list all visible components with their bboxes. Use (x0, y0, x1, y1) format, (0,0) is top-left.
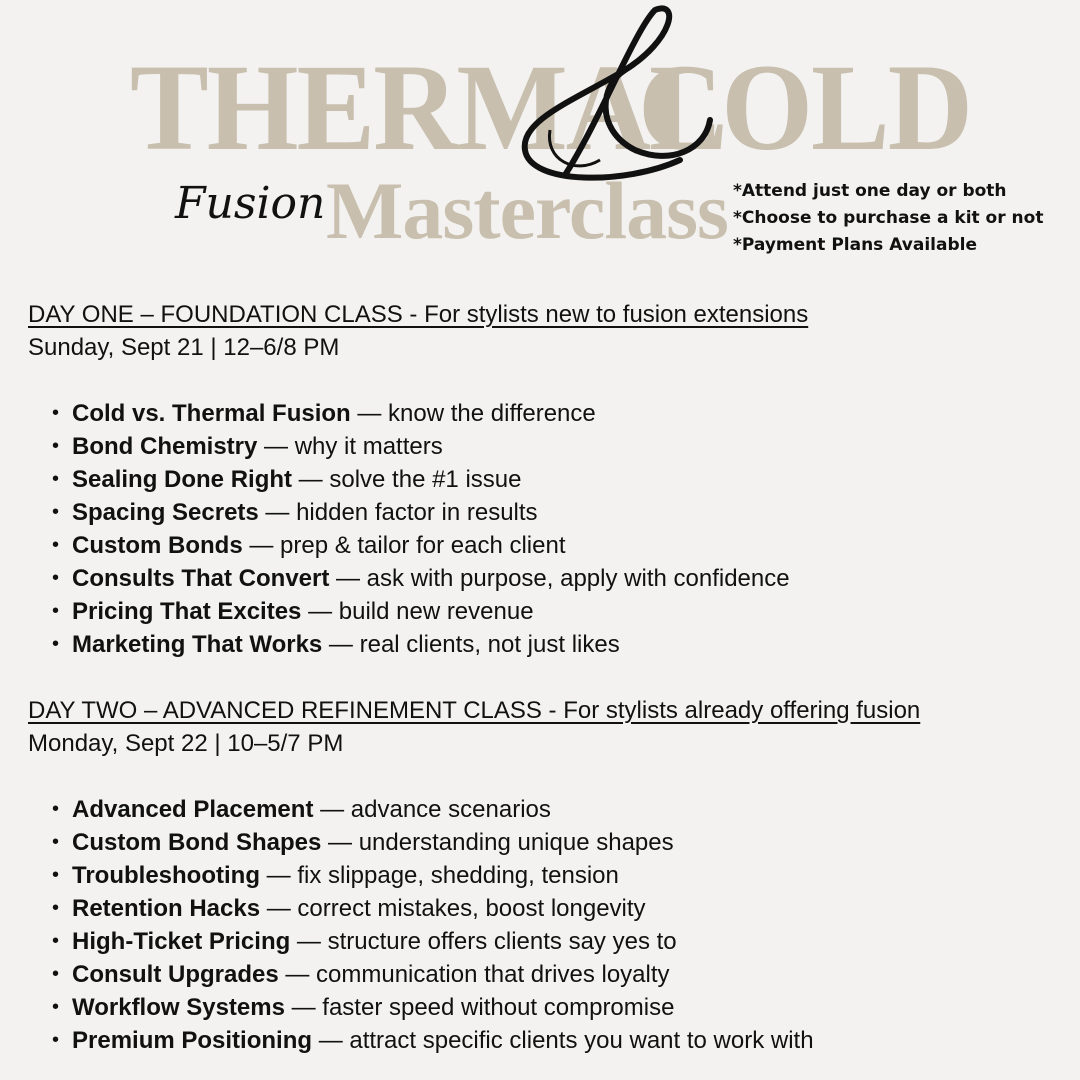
title-banner (0, 0, 1080, 280)
topic-desc: — understanding unique shapes (321, 829, 674, 856)
topic-desc: — prep & tailor for each client (242, 532, 566, 559)
list-item (52, 991, 814, 1024)
list-item (52, 496, 790, 529)
topic-desc: — hidden factor in results (258, 499, 538, 526)
topic-title: Custom Bonds (72, 532, 243, 559)
note-attend: *Attend just one day or both (733, 181, 1007, 201)
topic-desc: — correct mistakes, boost longevity (260, 895, 646, 922)
topic-title: Troubleshooting (72, 862, 260, 889)
topic-desc: — real clients, not just likes (322, 631, 620, 658)
list-item (52, 958, 814, 991)
list-item (52, 826, 814, 859)
bullet-icon: • (52, 501, 60, 523)
topic-title: Marketing That Works (72, 631, 323, 658)
topic-title: Advanced Placement (72, 796, 314, 823)
bullet-icon: • (52, 534, 60, 556)
topic-title: Spacing Secrets (72, 499, 259, 526)
topic-desc: — structure offers clients say yes to (290, 928, 677, 955)
notes-list (733, 178, 1043, 259)
day-two-topics (52, 793, 814, 1057)
day-two-heading: DAY TWO – ADVANCED REFINEMENT CLASS - For stylists already offering fusion (28, 697, 921, 724)
title-fusion: Fusion (175, 178, 326, 229)
topic-desc: — faster speed without compromise (284, 994, 675, 1021)
topic-desc: — communication that drives loyalty (278, 961, 670, 988)
topic-desc: — ask with purpose, apply with confidence (329, 565, 790, 592)
bullet-icon: • (52, 864, 60, 886)
title-cold: COLD (638, 38, 971, 177)
topic-title: Bond Chemistry (72, 433, 258, 460)
topic-desc: — build new revenue (301, 598, 534, 625)
topic-title: Consults That Convert (72, 565, 330, 592)
topic-desc: — why it matters (257, 433, 443, 460)
list-item (52, 529, 790, 562)
topic-desc: — know the difference (350, 400, 596, 427)
bullet-icon: • (52, 930, 60, 952)
title-masterclass: Masterclass (326, 165, 728, 256)
day-one-heading: DAY ONE – FOUNDATION CLASS - For stylists new to fusion extensions (28, 301, 809, 328)
bullet-icon: • (52, 402, 60, 424)
note-payment: *Payment Plans Available (733, 235, 977, 255)
topic-desc: — solve the #1 issue (292, 466, 522, 493)
list-item (52, 925, 814, 958)
bullet-icon: • (52, 567, 60, 589)
list-item (52, 628, 790, 661)
bullet-icon: • (52, 600, 60, 622)
list-item (52, 397, 790, 430)
topic-desc: — advance scenarios (313, 796, 551, 823)
day-two-section (28, 694, 921, 1054)
topic-title: Cold vs. Thermal Fusion (72, 400, 351, 427)
list-item (52, 562, 790, 595)
bullet-icon: • (52, 831, 60, 853)
topic-desc: — fix slippage, shedding, tension (259, 862, 619, 889)
bullet-icon: • (52, 897, 60, 919)
topic-desc: — attract specific clients you want to work with (312, 1027, 814, 1054)
bullet-icon: • (52, 468, 60, 490)
list-item (52, 859, 814, 892)
topic-title: High-Ticket Pricing (72, 928, 291, 955)
bullet-icon: • (52, 1029, 60, 1051)
day-two-date: Monday, Sept 22 | 10–5/7 PM (28, 730, 344, 757)
list-item (52, 892, 814, 925)
topic-title: Premium Positioning (72, 1027, 313, 1054)
bullet-icon: • (52, 633, 60, 655)
list-item (52, 463, 790, 496)
day-one-topics (52, 397, 790, 661)
title-thermal: THERMAL (130, 38, 726, 177)
bullet-icon: • (52, 996, 60, 1018)
topic-title: Retention Hacks (72, 895, 261, 922)
bullet-icon: • (52, 963, 60, 985)
topic-title: Pricing That Excites (72, 598, 302, 625)
bullet-icon: • (52, 798, 60, 820)
list-item (52, 595, 790, 628)
topic-title: Custom Bond Shapes (72, 829, 322, 856)
note-kit: *Choose to purchase a kit or not (733, 208, 1044, 228)
list-item (52, 1024, 814, 1057)
topic-title: Consult Upgrades (72, 961, 279, 988)
day-one-section (28, 298, 809, 658)
topic-title: Sealing Done Right (72, 466, 293, 493)
list-item (52, 430, 790, 463)
day-one-date: Sunday, Sept 21 | 12–6/8 PM (28, 334, 340, 361)
list-item (52, 793, 814, 826)
topic-title: Workflow Systems (72, 994, 285, 1021)
bullet-icon: • (52, 435, 60, 457)
